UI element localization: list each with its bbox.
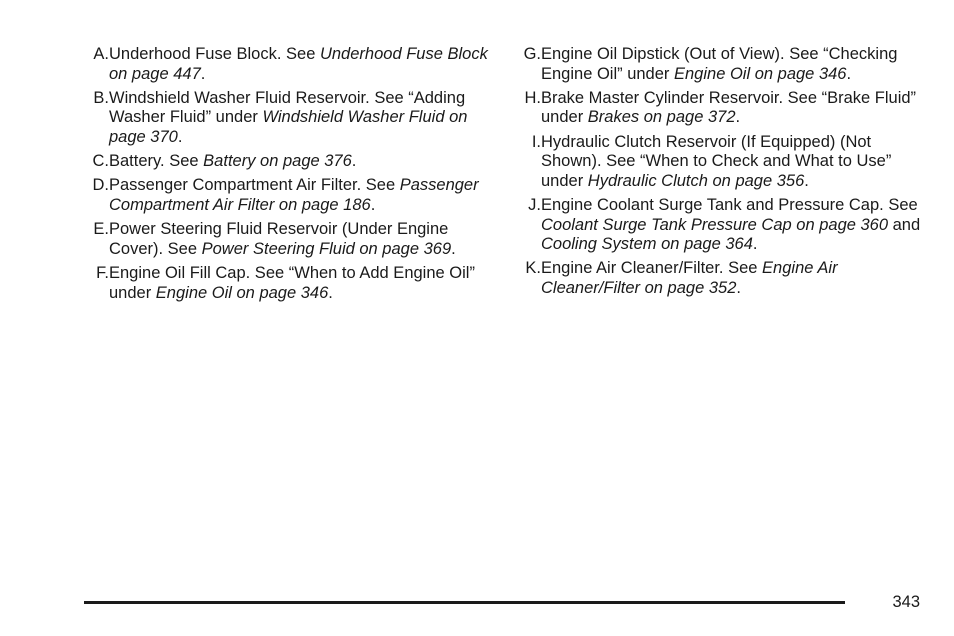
item-text bbox=[109, 176, 498, 215]
item-letter-label: E. bbox=[93, 220, 109, 239]
item-letter-label: B. bbox=[93, 88, 109, 107]
item-text-run: . bbox=[370, 195, 376, 214]
item-text-run: . bbox=[451, 239, 456, 258]
item-text bbox=[541, 89, 930, 128]
item-text-run: . bbox=[200, 64, 206, 83]
item-text-run: Hydraulic Clutch Reservoir (If Equipped) (Not Shown). See “When to Check and What to Use” under bbox=[541, 132, 892, 190]
item-letter bbox=[510, 133, 541, 192]
item-text bbox=[109, 152, 498, 172]
item-letter bbox=[510, 45, 541, 84]
cross-reference: Passenger Compartment Air Filter on page 186 bbox=[109, 176, 479, 214]
page-number: 343 bbox=[892, 593, 920, 611]
list-item bbox=[510, 196, 930, 255]
cross-reference: Engine Oil on page 346 bbox=[674, 64, 847, 83]
list-item bbox=[78, 152, 498, 172]
cross-reference: Windshield Washer Fluid on page 370 bbox=[109, 108, 468, 146]
item-text bbox=[109, 220, 498, 259]
list-item bbox=[78, 220, 498, 259]
item-letter bbox=[78, 152, 109, 172]
item-text-run: Engine Coolant Surge Tank and Pressure Cap. See bbox=[541, 195, 918, 214]
item-letter-label: J. bbox=[528, 195, 541, 214]
cross-reference: Engine Air Cleaner/Filter on page 352 bbox=[541, 259, 838, 297]
item-letter-label: C. bbox=[92, 152, 109, 171]
item-letter-label: F. bbox=[96, 263, 109, 282]
item-letter bbox=[510, 89, 541, 128]
item-text-run: Engine Air Cleaner/Filter. See bbox=[541, 259, 763, 278]
list-item bbox=[78, 264, 498, 303]
item-text-run: . bbox=[736, 278, 741, 297]
item-text-run: Underhood Fuse Block. See bbox=[109, 45, 320, 63]
item-text bbox=[541, 133, 930, 192]
item-text bbox=[109, 45, 498, 84]
item-letter-label: A. bbox=[93, 45, 109, 63]
cross-reference: Brakes on page 372 bbox=[587, 108, 736, 127]
item-letter bbox=[78, 176, 109, 215]
item-text-run: Windshield Washer Fluid Reservoir. See “Adding Washer Fluid” under bbox=[109, 88, 466, 127]
cross-reference: Engine Oil on page 346 bbox=[155, 283, 329, 302]
item-text-run: . bbox=[177, 127, 183, 146]
item-text-run: Brake Master Cylinder Reservoir. See “Brake Fluid” under bbox=[541, 88, 917, 127]
cross-reference: Underhood Fuse Block on page 447 bbox=[109, 45, 488, 83]
item-text-run: . bbox=[328, 283, 333, 302]
item-text-run: . bbox=[752, 235, 758, 254]
footer-rule bbox=[84, 601, 845, 604]
item-letter-label: D. bbox=[92, 176, 109, 195]
list-item bbox=[78, 176, 498, 215]
item-text bbox=[109, 89, 498, 148]
item-letter-label: H. bbox=[524, 88, 541, 107]
item-text-run: . bbox=[351, 152, 357, 171]
cross-reference: Coolant Surge Tank Pressure Cap on page 360 bbox=[541, 215, 889, 234]
item-text bbox=[541, 45, 930, 84]
list-item bbox=[78, 45, 498, 84]
item-text-run: . bbox=[735, 108, 741, 127]
list-item bbox=[510, 89, 930, 128]
item-letter bbox=[78, 264, 109, 303]
item-letter-label: K. bbox=[525, 259, 541, 278]
item-letter bbox=[510, 259, 541, 298]
cross-reference: Cooling System on page 364 bbox=[541, 235, 753, 254]
item-text bbox=[541, 196, 930, 255]
item-letter bbox=[510, 196, 541, 255]
item-text-run: . bbox=[804, 171, 809, 190]
cross-reference: Power Steering Fluid on page 369 bbox=[201, 239, 452, 258]
list-item bbox=[510, 45, 930, 84]
item-text-run: Passenger Compartment Air Filter. See bbox=[109, 176, 400, 195]
item-text bbox=[541, 259, 930, 298]
right-column bbox=[510, 45, 930, 303]
item-text-run: Engine Oil Fill Cap. See “When to Add Engine Oil” under bbox=[109, 263, 475, 302]
list-item bbox=[510, 259, 930, 298]
item-letter-label: I. bbox=[531, 132, 541, 151]
item-letter bbox=[78, 45, 109, 84]
cross-reference: Battery on page 376 bbox=[203, 152, 352, 171]
list-item bbox=[78, 89, 498, 148]
item-letter bbox=[78, 89, 109, 148]
item-text-run: Battery. See bbox=[109, 152, 204, 171]
item-text-run: Engine Oil Dipstick (Out of View). See “Checking Engine Oil” under bbox=[541, 45, 898, 83]
item-text-run: Power Steering Fluid Reservoir (Under Engine Cover). See bbox=[109, 220, 449, 258]
item-letter bbox=[78, 220, 109, 259]
list-item bbox=[510, 133, 930, 192]
item-letter-label: G. bbox=[523, 45, 541, 63]
cross-reference: Hydraulic Clutch on page 356 bbox=[587, 171, 805, 190]
item-text bbox=[109, 264, 498, 303]
item-text-run: and bbox=[888, 215, 921, 234]
item-text-run: . bbox=[846, 64, 852, 83]
left-column bbox=[78, 45, 498, 308]
